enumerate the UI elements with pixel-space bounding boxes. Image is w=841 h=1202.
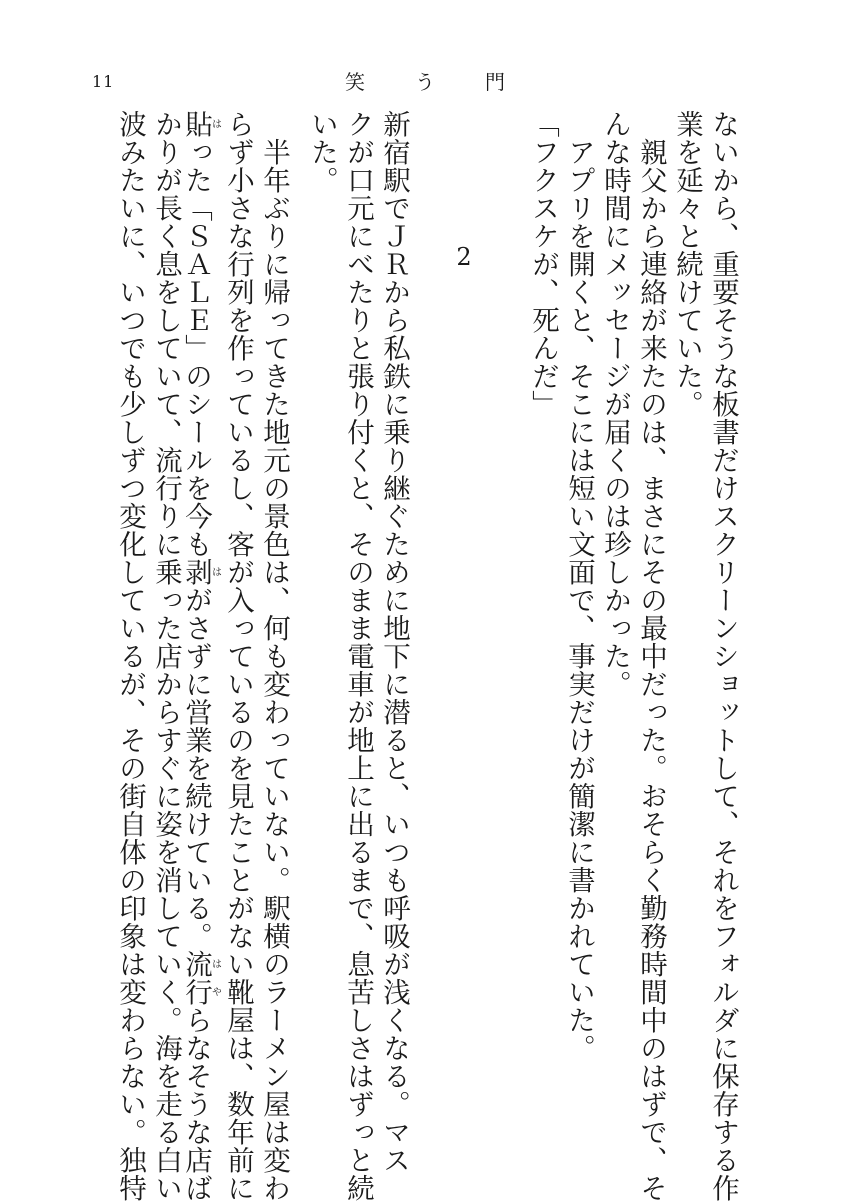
- text-column: 半年ぶりに帰ってきた地元の景色は、何も変わっていない。駅横のラーメン屋は変わ: [258, 110, 290, 1202]
- text-column: 親父から連絡が来たのは、まさにその最中だった。おそらく勤務時間中のはずで、そ: [635, 110, 667, 1202]
- text-column: アプリを開くと、そこには短い文面で、事実だけが簡潔に書かれていた。: [563, 110, 595, 1062]
- page-number: 11: [92, 72, 115, 91]
- section-number: 2: [456, 243, 472, 271]
- text-column: 業を延々と続けていた。: [671, 110, 703, 418]
- ruby-annotation: 流行はや: [180, 950, 221, 1006]
- ruby-annotation: 剥は: [180, 558, 221, 586]
- running-title-char: 門: [485, 70, 505, 94]
- running-title: [345, 66, 505, 95]
- running-title-char: 笑: [345, 70, 365, 94]
- text-column: 波みたいに、いつでも少しずつ変化しているが、その街自体の印象は変わらない。独特: [114, 110, 146, 1202]
- text-column: ないから、重要そうな板書だけスクリーンショットして、それをフォルダに保存する作: [707, 110, 739, 1202]
- running-title-char: う: [415, 70, 435, 94]
- text-column: かりが長く息をしていて、流行りに乗った店からすぐに姿を消していく。海を走る白い: [150, 110, 182, 1202]
- text-column: んな時間にメッセージが届くのは珍しかった。: [599, 110, 631, 698]
- ruby-annotation: 貼は: [180, 110, 221, 138]
- text-column: らず小さな行列を作っているし、客が入っているのを見たことがない靴屋は、数年前に: [222, 110, 254, 1202]
- text-column: いた。: [306, 110, 338, 194]
- text-column: 新宿駅でＪＲから私鉄に乗り継ぐために地下に潜ると、いつも呼吸が浅くなる。マス: [378, 110, 410, 1174]
- text-column: クが口元にべたりと張り付くと、そのまま電車が地上に出るまで、息苦しさはずっと続: [342, 110, 374, 1202]
- text-column: 貼はった「ＳＡＬＥ」のシールを今も剥はがさずに営業を続けている。流行はやらなそうな店ば: [180, 110, 221, 1202]
- text-column: 「フクスケが、死んだ」: [527, 110, 559, 418]
